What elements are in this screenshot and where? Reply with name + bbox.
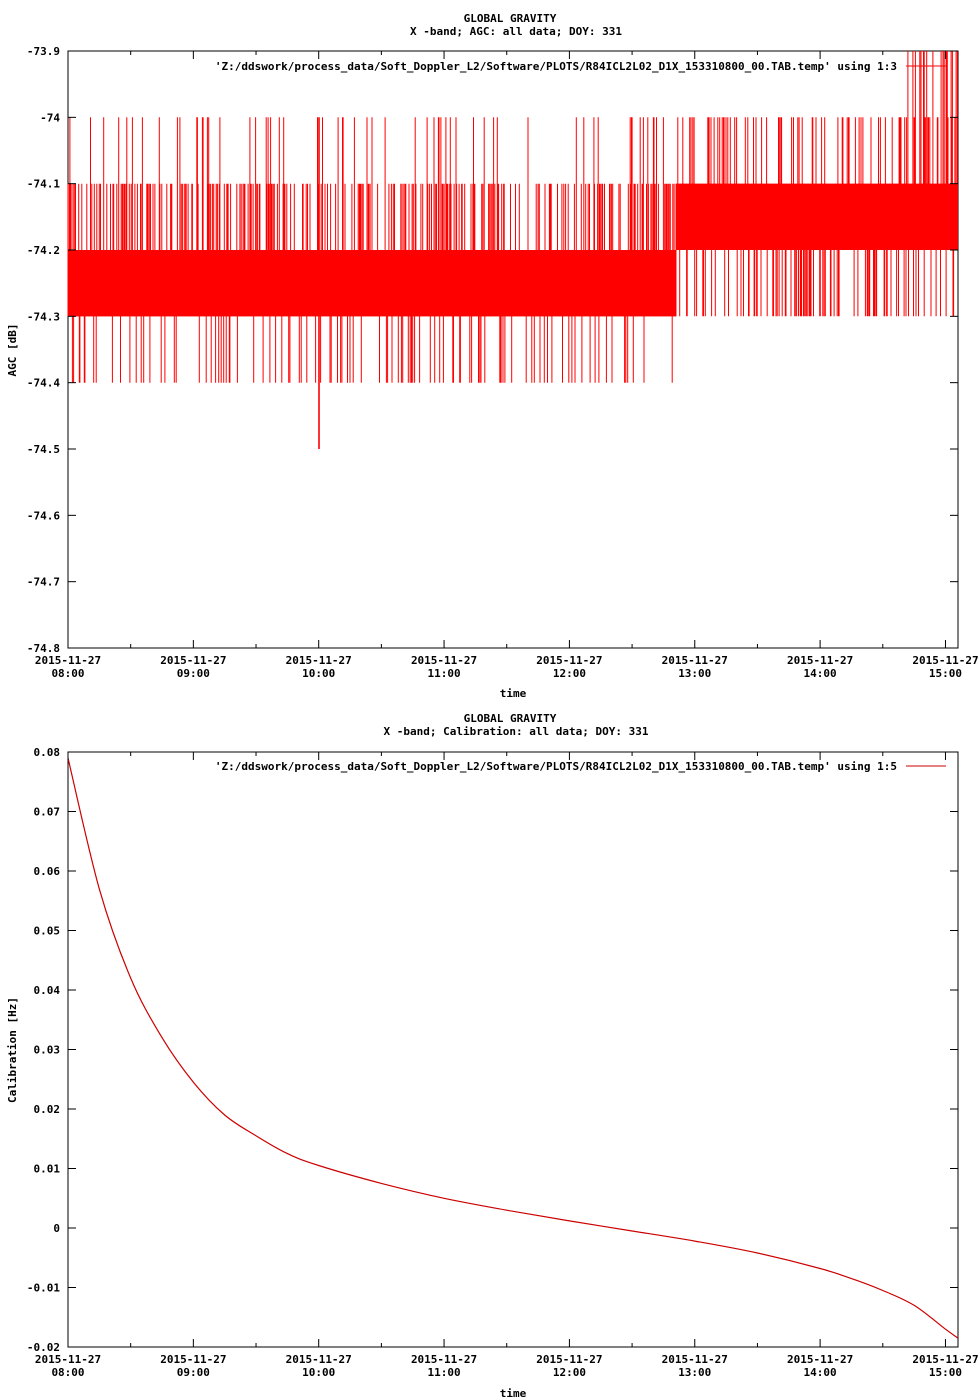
chart-subtitle: X -band; AGC: all data; DOY: 331 [410, 25, 622, 38]
x-tick-date: 2015-11-27 [160, 1353, 227, 1366]
y-tick-label: 0 [53, 1222, 60, 1235]
calibration-line [68, 758, 958, 1338]
x-tick-time: 12:00 [552, 667, 586, 680]
x-axis-label: time [499, 687, 527, 700]
x-tick-time: 08:00 [51, 1366, 85, 1379]
calibration-chart [6, 712, 979, 1400]
chart-title: GLOBAL GRAVITY [463, 712, 557, 725]
agc-core-band [908, 184, 958, 250]
y-tick-label: -74.6 [26, 509, 60, 523]
x-tick-time: 10:00 [302, 1366, 336, 1379]
x-tick-date: 2015-11-27 [410, 1353, 478, 1366]
y-tick-label: -74.5 [26, 443, 60, 456]
x-tick-date: 2015-11-27 [912, 654, 979, 667]
x-axis-label: time [499, 1387, 527, 1400]
x-tick-time: 08:00 [51, 667, 85, 680]
x-tick-date: 2015-11-27 [661, 654, 728, 667]
x-tick-time: 15:00 [928, 1366, 963, 1379]
y-tick-label: -0.01 [26, 1281, 60, 1295]
agc-core-band [676, 184, 908, 250]
agc-chart [6, 12, 979, 700]
y-tick-label: 0.05 [33, 924, 60, 938]
x-tick-time: 09:00 [176, 1366, 210, 1379]
plot-frame [68, 752, 958, 1347]
x-tick-date: 2015-11-27 [34, 1353, 102, 1366]
y-tick-label: 0.03 [33, 1043, 60, 1057]
agc-core-band [81, 250, 319, 316]
y-axis-ticks [27, 45, 958, 655]
y-tick-label: -74.8 [26, 642, 60, 655]
agc-core-band [507, 250, 676, 316]
y-tick-label: -73.9 [26, 45, 60, 58]
x-tick-date: 2015-11-27 [786, 1353, 854, 1366]
y-tick-label: -74 [40, 111, 60, 125]
x-tick-time: 14:00 [803, 1366, 837, 1379]
y-axis-ticks [27, 746, 958, 1354]
x-tick-date: 2015-11-27 [912, 1353, 979, 1366]
y-axis-label: Calibration [Hz] [6, 997, 19, 1103]
calibration-series [68, 758, 958, 1338]
x-tick-date: 2015-11-27 [786, 654, 854, 667]
y-tick-label: 0.01 [33, 1162, 60, 1176]
x-tick-time: 11:00 [427, 1366, 461, 1379]
y-tick-label: 0.04 [33, 984, 60, 997]
y-tick-label: -74.3 [26, 310, 60, 324]
y-tick-label: -74.2 [26, 244, 60, 257]
y-tick-label: 0.07 [33, 805, 60, 819]
agc-core-band [68, 250, 81, 316]
x-tick-date: 2015-11-27 [285, 654, 352, 667]
x-tick-date: 2015-11-27 [34, 654, 102, 667]
y-tick-label: -74.7 [26, 575, 60, 589]
x-tick-time: 15:00 [928, 667, 963, 680]
chart-title: GLOBAL GRAVITY [463, 12, 557, 25]
x-tick-time: 11:00 [427, 667, 461, 680]
x-tick-date: 2015-11-27 [536, 654, 603, 667]
x-tick-time: 14:00 [803, 667, 837, 680]
y-tick-label: -74.4 [26, 376, 60, 390]
y-axis-label: AGC [dB] [6, 323, 19, 377]
legend-label: 'Z:/ddswork/process_data/Soft_Doppler_L2/Software/PLOTS/R84ICL2L02_D1X_153310800_00.TAB.temp' using 1:5 [214, 760, 897, 773]
x-tick-time: 13:00 [678, 667, 712, 680]
x-tick-date: 2015-11-27 [661, 1353, 728, 1366]
x-tick-date: 2015-11-27 [160, 654, 227, 667]
chart-subtitle: X -band; Calibration: all data; DOY: 331 [383, 725, 649, 738]
y-tick-label: 0.08 [33, 746, 60, 759]
agc-core-band [320, 250, 507, 316]
agc-series [68, 51, 958, 449]
y-tick-label: 0.06 [33, 865, 60, 878]
y-tick-label: -74.1 [26, 177, 60, 191]
x-tick-time: 09:00 [176, 667, 210, 680]
agc-trace-segment [908, 51, 958, 316]
x-tick-time: 10:00 [302, 667, 336, 680]
x-tick-time: 13:00 [678, 1366, 712, 1379]
x-axis-ticks [35, 752, 979, 1379]
legend-label: 'Z:/ddswork/process_data/Soft_Doppler_L2/Software/PLOTS/R84ICL2L02_D1X_153310800_00.TAB.temp' using 1:3 [214, 60, 897, 73]
y-tick-label: -0.02 [26, 1341, 60, 1354]
x-tick-date: 2015-11-27 [285, 1353, 352, 1366]
x-tick-time: 12:00 [552, 1366, 586, 1379]
x-tick-date: 2015-11-27 [536, 1353, 603, 1366]
x-tick-date: 2015-11-27 [410, 654, 478, 667]
y-tick-label: 0.02 [33, 1103, 60, 1116]
